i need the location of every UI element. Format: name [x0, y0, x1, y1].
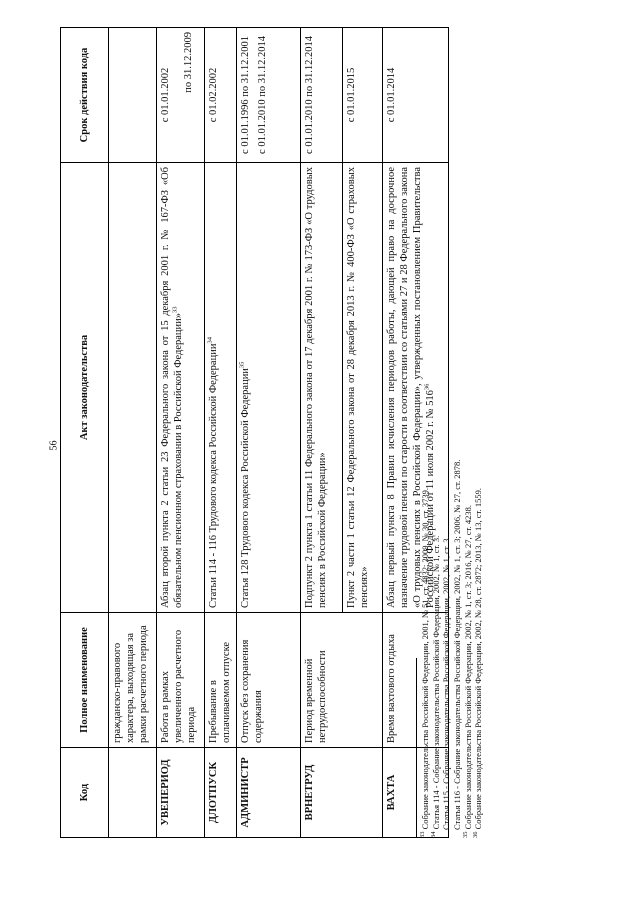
- row-act: Подпункт 2 пункта 1 статьи 11 Федерального закона от 17 декабря 2001 г. № 173-ФЗ «О трудовых пенсиях в Российской Федерации»: [301, 163, 343, 613]
- footnote: $^{36}$ Собрание законодательства Российской Федерации, 2002, № 28, ст. 2872; 2013, № 13, ст. 1559.: [472, 488, 484, 838]
- footnote-ref: 35: [238, 361, 246, 369]
- rotated-page-content: [60, 28, 500, 868]
- table-row: [237, 28, 301, 838]
- row-term: с 01.01.2014: [383, 28, 449, 163]
- row-term: с 01.01.2002 по 31.12.2009: [157, 28, 205, 163]
- footnote-ref: 33: [171, 306, 179, 313]
- footnote-ref: 34: [206, 337, 214, 344]
- row-code: УВЕПЕРИОД: [157, 748, 205, 838]
- header-full-name: Полное наименование: [61, 613, 109, 748]
- row-term: с 01.01.2015: [343, 28, 383, 163]
- table-row: [109, 28, 157, 838]
- row-act: Абзац второй пункта 2 статьи 23 Федерального закона от 15 декабря 2001 г. № 167-ФЗ «Об обязательном пенсионном страховании в Российской Федерации»$^{33}$: [157, 163, 205, 613]
- footnote: Статья 115 - Собрание законодательства Российской Федерации, 2002, № 1, ст. 3.: [441, 536, 452, 830]
- row-code: ВАХТА: [383, 748, 449, 838]
- footnote: $^{33}$ Собрание законодательства Российской Федерации, 2001, № 51, ст. 4832; 2009, № 30, ст. 3739.: [419, 488, 430, 838]
- row-term: с 01.02.2002: [205, 28, 237, 163]
- row-term: с 01.01.1996 по 31.12.2001 с 01.01.2010 по 31.12.2014: [237, 28, 301, 163]
- header-code: Код: [61, 748, 109, 838]
- row-name: Работа в рамках увеличенного расчетного периода: [157, 613, 205, 748]
- header-act: Акт законодательства: [61, 163, 109, 613]
- footnotes: [412, 28, 484, 838]
- row-act: Статьи 114 - 116 Трудового кодекса Российской Федерации$^{34}$: [205, 163, 237, 613]
- footnote-separator: [416, 658, 417, 838]
- header-term: Срок действия кода: [61, 28, 109, 163]
- codes-table: [60, 27, 449, 838]
- footnote: $^{35}$ Собрание законодательства Российской Федерации, 2002, № 1, ст. 3; 2016, № 27, ст. 4238.: [461, 505, 473, 838]
- row-code: ВРНЕТРУД: [301, 748, 383, 838]
- row-name: Период временной нетрудоспособности: [301, 613, 383, 748]
- table-row: [157, 28, 205, 838]
- row-code: АДМИНИСТР: [237, 748, 301, 838]
- row-name: Пребывание в оплачиваемом отпуске: [205, 613, 237, 748]
- footnote: Статья 116 - Собрание законодательства Российской Федерации, 2002, № 1, ст. 3; 2006, № 27, ст. 2878.: [451, 459, 462, 830]
- row-term: с 01.01.2010 по 31.12.2014: [301, 28, 343, 163]
- row-name: Отпуск без сохранения содержания: [237, 613, 301, 748]
- page-number: 56: [48, 440, 60, 451]
- row-act: Пункт 2 части 1 статьи 12 Федерального закона от 28 декабря 2013 г. № 400-ФЗ «О страховых пенсиях»: [343, 163, 383, 613]
- row-act: Статья 128 Трудового кодекса Российской Федерации$^{35}$: [237, 163, 301, 613]
- row-act: Абзац первый пункта 8 Правил исчисления периодов работы, дающей право на досрочное назначение трудовой пенсии по старости в соответствии со статьями 27 и 28 Федерального закона «О трудовых пенсиях в Российской Федерации», утвержденных постановлением Правительства Российской Федерации от 11 июля 2002 г. № $516^{36}$: [383, 163, 449, 613]
- table-row: [301, 28, 343, 838]
- row-code: ДЛОТПУСК: [205, 748, 237, 838]
- table-row: [205, 28, 237, 838]
- footnote-ref: 36: [423, 383, 431, 391]
- row-name: Время вахтового отдыха: [383, 613, 449, 748]
- footnote: $^{34}$ Статья 114 - Собрание законодательства Российской Федерации, 2002, № 1, ст. 3.: [429, 535, 441, 838]
- continuation-name: гражданско-правового характера, выходящая за рамки расчетного периода: [109, 613, 157, 748]
